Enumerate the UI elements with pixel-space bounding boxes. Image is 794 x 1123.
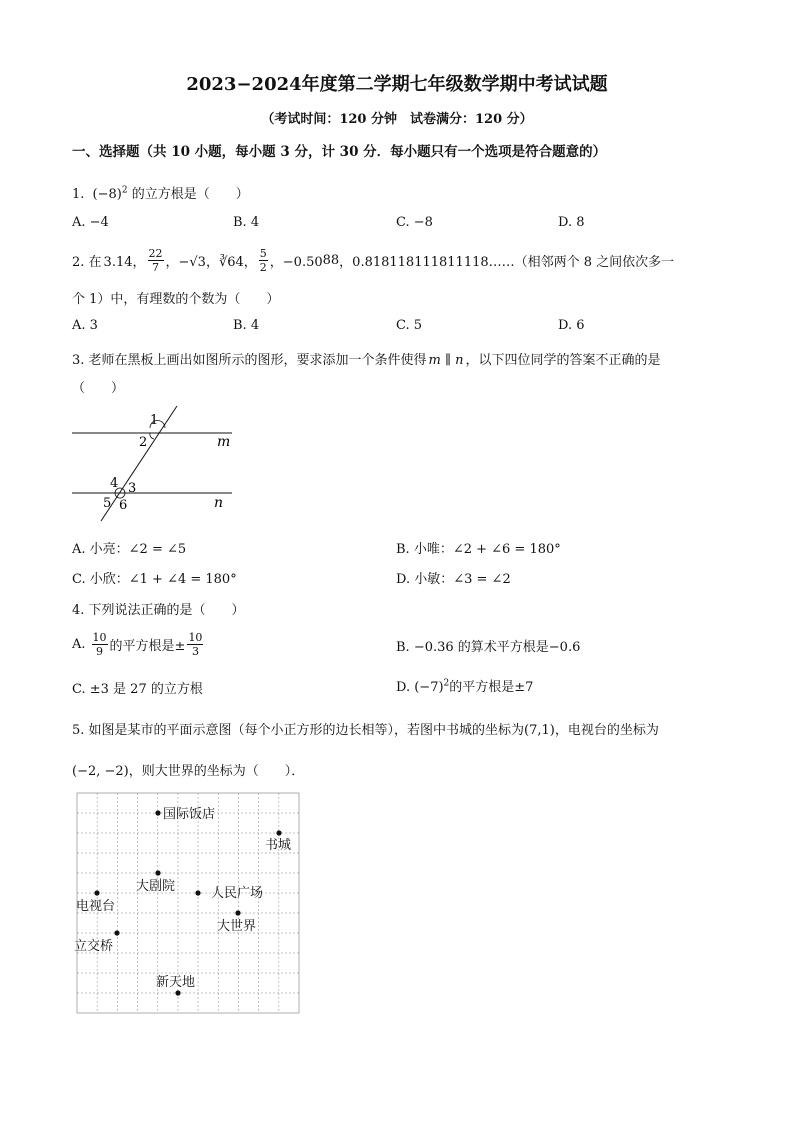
point-peoples-square [195, 890, 200, 895]
angle-label-5: 5 [103, 496, 112, 511]
q2-option-c[interactable]: C. 5 [396, 318, 423, 333]
q4-option-d-exponent: 2 [443, 678, 450, 689]
q2-part4: ，0.818118111811118……（相邻两个 8 之间依次多一 [339, 254, 675, 270]
transversal-line [101, 406, 177, 521]
city-map-grid [74, 790, 304, 1018]
q2-option-a[interactable]: A. 3 [72, 318, 98, 333]
q1-option-c[interactable]: C. −8 [396, 215, 433, 230]
q3-option-b[interactable]: B. 小唯：∠2 + ∠6 = 180° [396, 542, 561, 557]
question-2 [72, 243, 674, 277]
label-international-hotel: 国际饭店 [163, 807, 216, 822]
point-grand-theatre [155, 870, 160, 875]
q1-exponent: 2 [121, 185, 128, 196]
point-international-hotel [155, 810, 160, 815]
point-great-world [235, 910, 240, 915]
q3-line2: （ ） [72, 381, 125, 396]
angle-arc-2 [150, 433, 154, 439]
q1-option-a[interactable]: A. −4 [72, 215, 109, 230]
q1-text: 的立方根是（ ） [131, 187, 249, 202]
point-overpass [114, 930, 119, 935]
label-m: m [217, 434, 231, 450]
label-tv-station: 电视台 [76, 899, 116, 914]
q4-option-a[interactable] [72, 626, 205, 662]
angle-label-2: 2 [139, 435, 148, 450]
q4-option-d-text: 的平方根是±7 [449, 680, 534, 695]
q2-part1: 3.14， [103, 254, 146, 270]
q4-fraction-10-3: $\frac{10}{3}$ [188, 630, 203, 658]
label-grand-theatre: 大剧院 [136, 879, 176, 894]
question-3 [72, 349, 661, 368]
point-book-city [276, 830, 281, 835]
q2-fraction-22-7: $\frac{22}{7}$ [148, 246, 163, 274]
q4-option-c[interactable]: C. ±3 是 27 的立方根 [72, 682, 203, 697]
question-4: 4. 下列说法正确的是（ ） [72, 603, 245, 618]
q1-option-d[interactable]: D. 8 [558, 215, 585, 230]
q4-option-d-expr: D. (−7) [396, 680, 444, 695]
q2-number: 2. 在 [72, 254, 102, 270]
q3-option-c[interactable]: C. 小欣：∠1 + ∠4 = 180° [72, 572, 237, 587]
q3-option-d[interactable]: D. 小敏：∠3 = ∠2 [396, 572, 511, 587]
q4-fraction-10-9: $\frac{10}{9}$ [92, 630, 107, 658]
angle-label-1: 1 [150, 413, 159, 428]
page-title: 2023−2024年度第二学期七年级数学期中考试试题 [186, 74, 608, 95]
question-5: 5. 如图是某市的平面示意图（每个小正方形的边长相等），若图中书城的坐标为(7,1)，电视台的坐标为 [72, 723, 659, 738]
q2-part2: ，−√3，∛64， [165, 254, 257, 270]
q4-option-a-text: 的平方根是± [109, 638, 186, 654]
q2-option-d[interactable]: D. 6 [558, 318, 585, 333]
q3-parallel-condition: m ∥ n [428, 353, 464, 368]
label-overpass: 立交桥 [74, 939, 114, 954]
q1-option-b[interactable]: B. 4 [233, 215, 260, 230]
label-n: n [214, 495, 224, 511]
question-1 [72, 183, 249, 202]
q3-text: 3. 老师在黑板上画出如图所示的图形，要求添加一个条件使得 [72, 353, 427, 368]
q3-option-a[interactable]: A. 小亮：∠2 = ∠5 [72, 542, 187, 557]
angle-label-6: 6 [119, 498, 128, 513]
q5-line2: (−2, −2)，则大世界的坐标为（ ）． [72, 764, 305, 779]
q3-figure [68, 402, 238, 522]
exam-info: （考试时间：120 分钟 试卷满分：120 分） [261, 112, 533, 127]
q3-text-cont: ，以下四位同学的答案不正确的是 [465, 353, 661, 368]
label-xintiandi: 新天地 [156, 975, 196, 990]
point-tv-station [94, 890, 99, 895]
q1-expression: (−8) [92, 187, 122, 202]
section-heading: 一、选择题（共 10 小题，每小题 3 分，计 30 分．每小题只有一个选项是符合题意的） [72, 144, 607, 160]
q4-option-b[interactable]: B. −0.36 的算术平方根是−0.6 [396, 640, 581, 655]
point-xintiandi [175, 990, 180, 995]
label-great-world: 大世界 [217, 919, 257, 934]
angle-label-3: 3 [128, 481, 137, 496]
label-peoples-square: 人民广场 [211, 886, 264, 901]
q2-repeating-digits: 88 [322, 252, 340, 268]
q2-part3: ，−0.50 [269, 254, 323, 270]
label-book-city: 书城 [265, 838, 292, 853]
q4-option-d[interactable] [396, 676, 533, 695]
q4-option-a-letter: A. [72, 636, 86, 652]
q2-option-b[interactable]: B. 4 [233, 318, 260, 333]
q1-number: 1. [72, 187, 85, 202]
q2-fraction-5-2: $\frac{5}{2}$ [259, 246, 267, 274]
q2-line2: 个 1）中，有理数的个数为（ ） [72, 292, 280, 307]
angle-label-4: 4 [110, 476, 119, 491]
